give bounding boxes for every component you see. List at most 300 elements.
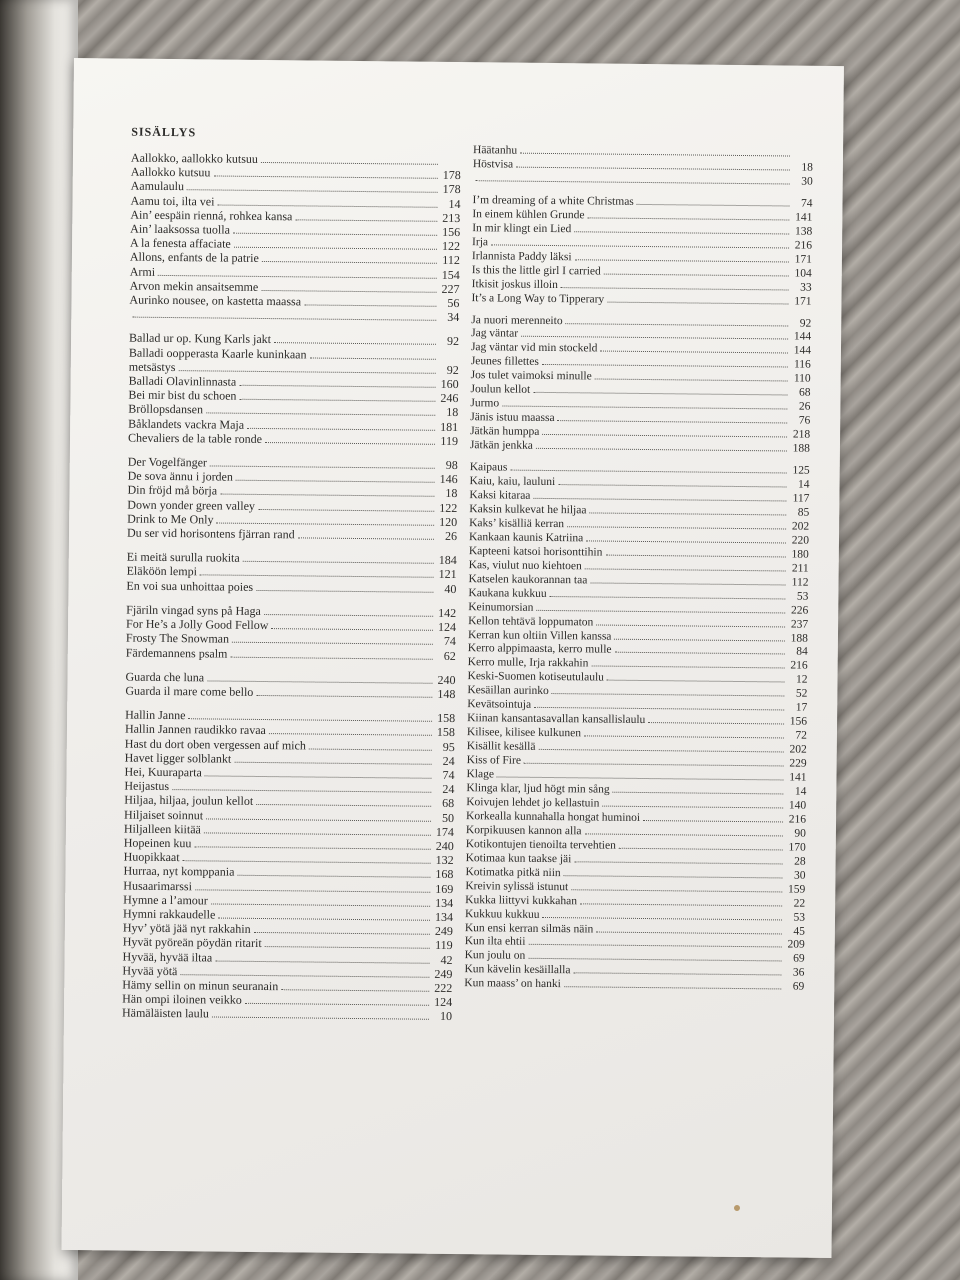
dot-leader [524,755,784,767]
entry-page-number: 148 [437,686,456,701]
entry-title: Kaks’ kisälliä kerran [469,517,565,531]
entry-page-number: 45 [793,925,805,938]
dot-leader [613,784,784,795]
entry-page-number: 134 [434,909,454,924]
entry-page-number: 246 [440,391,459,406]
entry-title: Huopikkaat [123,849,180,865]
dot-leader [591,658,784,669]
entry-page-number: 222 [434,980,453,995]
dot-leader [589,504,786,515]
dot-leader [536,601,785,613]
entry-page-number: 14 [794,785,807,798]
entry-title: For He’s a Jolly Good Fellow [126,616,269,633]
entry-page-number: 226 [790,604,809,617]
entry-title: Färdemannens psalm [125,645,228,661]
entry-page-number: 178 [442,168,461,183]
entry-title: Balladi Olavinlinnasta [128,373,237,389]
entry-page-number: 76 [798,414,811,427]
dot-leader [220,486,434,498]
entry-title: Jätkän humppa [470,425,540,439]
dot-leader [204,824,431,836]
entry-page-number: 17 [795,701,808,714]
entry-page-number: 56 [447,295,460,311]
dot-leader [536,440,787,452]
dot-leader [520,145,790,157]
entry-page-number: 53 [793,911,806,924]
entry-title: Kapteeni katsoi horisonttihin [468,544,603,559]
entry-title: Arvon mekin ansaitsemme [129,278,259,294]
entry-title: Kas, viulut nuo kiehtoen [468,558,582,573]
dot-leader [575,251,789,262]
dot-leader [245,995,429,1006]
entry-page-number: 144 [793,344,812,358]
dot-leader [298,529,434,540]
entry-page-number: 12 [795,673,808,687]
entry-title: Aurinko nousee, on kastetta maassa [129,292,302,309]
entry-page-number: 42 [440,952,453,967]
dot-leader [542,426,787,438]
dot-leader [234,753,431,764]
dot-leader [264,606,433,617]
entry-page-number: 240 [435,838,454,853]
dot-leader [178,362,435,374]
dot-leader [261,281,436,292]
entry-title: Din fröjd må börja [127,483,218,498]
entry-title: Eläköön lempi [126,564,198,579]
entry-page-number: 53 [796,590,809,603]
entry-page-number: 249 [434,923,453,939]
entry-page-number: 92 [799,317,812,330]
entry-title: Jurmo [470,397,500,410]
dot-leader [590,574,785,585]
entry-page-number: 158 [436,725,456,740]
dot-leader [180,966,429,978]
entry-page-number: 68 [442,796,455,811]
entry-title: Kun joulu on [464,949,526,963]
entry-title: Kaksin kulkevat he hiljaa [469,503,587,517]
dot-leader [265,938,430,949]
entry-page-number: 211 [791,562,809,575]
entry-page-number: 180 [791,548,809,561]
entry-page-number: 229 [789,757,807,770]
dot-leader [604,265,789,276]
entry-page-number: 144 [793,331,812,344]
entry-page-number: 174 [435,824,454,839]
dot-leader [476,172,790,184]
dot-leader [571,881,782,892]
entry-page-number: 220 [791,534,810,547]
entry-page-number: 18 [801,161,813,174]
entry-page-number: 14 [798,478,810,491]
entry-page-number: 216 [790,659,808,673]
entry-title: Jänis istuu maassa [470,411,555,425]
entry-page-number: 120 [439,514,458,529]
index-entry [122,1006,452,1024]
dot-leader [206,404,435,416]
entry-title: It’s a Long Way to Tipperary [471,291,605,306]
entry-title: Kerro alppimaasta, kerro mulle [467,642,612,657]
entry-page-number: 213 [442,210,461,225]
entry-title: Hei, Kuuraparta [124,764,202,780]
entry-title: Heijastus [124,778,170,794]
dot-leader [586,532,786,543]
entry-title: Kun ensi kerran silmäs näin [464,921,594,936]
dot-leader [538,741,783,753]
entry-title: En voi sua unhoittaa poies [126,578,254,594]
dot-leader [232,634,433,645]
entry-title: Klage [466,768,495,781]
entry-title: Hallin Janne [125,707,186,723]
entry-page-number: 33 [800,281,812,294]
entry-page-number: 140 [788,799,807,812]
dot-leader [213,167,437,179]
dot-leader [497,768,784,780]
entry-page-number: 134 [435,895,454,910]
entry-page-number: 68 [798,386,811,400]
entry-title: Balladi oopperasta Kaarle kuninkaan [128,345,307,362]
entry-title: Irja [472,235,489,249]
dot-leader [205,767,432,779]
entry-title: Höstvisa [472,158,514,171]
dot-leader [239,391,435,402]
dot-leader [607,293,788,304]
entry-page-number: 104 [794,267,812,280]
dot-leader [595,371,788,382]
entry-title: Kiinan kansantasavallan kansallislaulu [467,712,646,727]
entry-title: Hyv’ yötä jää nyt rakkahin [122,920,251,937]
entry-title: Klinga klar, ljud högt min sång [466,782,610,796]
entry-page-number: 116 [793,358,811,372]
entry-page-number: 188 [792,442,811,455]
entry-page-number: 156 [442,224,461,240]
entry-title: Allons, enfants de la patrie [129,250,259,266]
entry-page-number: 95 [442,739,455,754]
entry-title: Havet ligger solblankt [124,750,232,766]
dot-leader [542,908,782,920]
entry-page-number: 156 [789,715,808,728]
entry-title: Aallokko, aallokko kutsuu [130,150,259,166]
entry-title: Kukka liittyvi kukkahan [465,893,578,907]
dot-leader [211,895,430,907]
entry-title: Hyvät pyöreän pöydän ritarit [122,934,262,951]
entry-page-number: 69 [792,980,805,994]
entry-title: Chevaliers de la table ronde [127,430,263,446]
dot-leader [596,616,785,627]
entry-title: Hyvää yötä [122,963,178,978]
dot-leader [304,296,436,307]
entry-title: Frosty The Snowman [125,630,230,646]
entry-title: Kaksi kitaraa [469,489,531,502]
entry-page-number: 119 [435,938,453,953]
entry-page-number: 34 [447,310,460,325]
entry-title: Häätanhu [472,144,518,157]
entry-page-number: 170 [788,841,806,854]
entry-page-number: 159 [788,883,806,896]
entry-title: Hurraa, nyt komppania [123,863,235,880]
dot-leader [502,398,787,410]
dot-leader [564,978,782,989]
entry-page-number: 181 [440,419,459,434]
dot-leader [605,546,786,557]
entry-title: In mir klingt ein Lied [472,221,572,236]
entry-page-number: 74 [443,634,456,649]
dot-leader [550,588,786,600]
dot-leader [295,211,437,222]
dot-leader [188,710,432,722]
dot-leader [261,154,438,165]
entry-page-number: 90 [794,827,806,840]
dot-leader [564,867,783,878]
dot-leader [574,853,782,864]
entry-page-number: 112 [442,253,460,268]
entry-title: Hiljaiset soinnut [124,807,204,822]
dot-leader [212,1008,429,1020]
entry-title: Drink to Me Only [127,511,214,527]
entry-title: Is this the little girl I carried [471,263,601,278]
entry-title: Guarda il mare come bello [125,683,254,699]
page-stain-mark [734,1205,740,1211]
entry-title: Aamulaulu [130,179,185,194]
entry-page-number: 218 [792,428,811,441]
entry-title: Hämy sellin on minun seuranain [122,977,279,994]
entry-title: Katselen kaukorannan taa [468,572,588,587]
dot-leader [195,880,430,892]
entry-title: Ei meitä surulla ruokita [126,549,240,566]
entry-title: Korkealla kunnahalla hongat huminoi [466,810,641,824]
entry-page-number: 110 [793,372,811,386]
entry-title: Kun kävelin kesäillalla [464,963,571,977]
entry-page-number: 85 [797,506,810,519]
dot-leader [247,419,435,430]
entry-page-number: 124 [437,619,457,635]
entry-title: Jag väntar [471,327,519,341]
entry-page-number: 117 [792,492,810,505]
entry-title: I’m dreaming of a white Christmas [472,194,634,208]
entry-page-number: 122 [441,239,461,254]
entry-page-number: 28 [794,855,806,868]
entry-title: Korpikuusen kannon alla [465,823,582,838]
dot-leader [210,457,435,469]
dot-leader [207,672,432,684]
entry-title: Kankaan kaunis Katriina [468,530,584,545]
dot-leader [566,315,789,326]
entry-page-number: 169 [435,881,454,896]
entry-page-number: 142 [438,605,457,620]
entry-page-number: 209 [787,938,805,952]
dot-leader [183,852,431,864]
entry-page-number: 14 [448,196,461,211]
entry-page-number: 62 [443,648,456,663]
entry-title: Guarda che luna [125,669,205,685]
entry-title: Kiss of Fire [466,754,522,767]
dot-leader [132,308,436,321]
entry-title: Hän ompi iloinen veikko [122,991,242,1007]
entry-title: Bei mir bist du schoen [128,387,237,403]
entry-title: Du ser vid horisontens fjärran rand [126,525,295,542]
entry-page-number: 237 [790,618,809,631]
entry-title: Hiljalleen kiitää [123,821,201,837]
entry-page-number: 141 [789,771,807,784]
dot-leader [587,209,789,220]
entry-title: Ain’ laaksossa tuolla [130,221,231,237]
entry-title: Ain’ eespäin rienná, rohkea kansa [130,207,293,224]
entry-title: Hopeinen kuu [123,835,192,851]
dot-leader [243,553,434,564]
entry-title: Kotimaa kun taakse jäi [465,851,572,866]
entry-title: Keski-Suomen kotiseutulaulu [467,670,604,684]
entry-page-number: 216 [794,239,813,252]
dot-leader [558,476,786,487]
entry-title: Kreivin sylissä istunut [465,879,569,893]
entry-page-number: 146 [439,472,458,487]
entry-title: Keinumorsian [468,600,534,614]
entry-page-number: 92 [446,334,460,349]
entry-page-number: 72 [795,729,808,742]
entry-title: Kukkuu kukkuu [464,907,540,921]
dot-leader [262,253,437,264]
entry-title: Kerran kun oltiin Villen kanssa [467,628,612,643]
entry-page-number: 30 [793,869,806,882]
entry-title: Kun maass’ on hanki [464,977,561,991]
dot-leader [521,328,788,340]
dot-leader [580,895,782,906]
entry-page-number: 141 [795,211,813,224]
entry-title: A la fenesta affaciate [129,235,231,251]
entry-title: Kotimatka pitkä niin [465,865,561,879]
entry-title: Aamu toi, ilta vei [130,193,215,209]
dot-leader [230,648,432,660]
entry-page-number: 52 [795,687,808,701]
dot-leader [187,181,438,193]
dot-leader [528,936,781,948]
entry-title: Hast du dort oben vergessen auf mich [124,736,306,752]
dot-leader [619,839,783,850]
entry-title: Der Vogelfänger [127,454,208,470]
dot-leader [206,810,431,822]
dot-leader [239,376,435,387]
dot-leader [567,518,786,529]
entry-title: Hyvää, hyvää iltaa [122,949,213,965]
entry-title: Ja nuori merenneito [471,313,563,327]
entry-page-number: 22 [793,897,806,910]
entry-title: Hämäläisten laulu [121,1005,210,1021]
entry-title: Hymne a l’amour [123,892,208,908]
entry-page-number: 36 [792,966,805,980]
dot-leader [281,981,429,992]
entry-page-number: 202 [789,743,807,756]
dot-leader [256,581,433,592]
dot-leader [510,462,786,474]
entry-title: Kaukana kukkuu [468,586,547,600]
dot-leader [237,867,430,878]
entry-title: De sova ännu i jorden [127,468,234,484]
dot-leader [614,630,785,641]
dot-leader [274,334,436,345]
entry-page-number: 184 [438,553,457,568]
entry-page-number: 216 [788,813,807,826]
entry-title: Kilisee, kilisee kulkunen [466,726,582,740]
entry-title: Kevätsointuja [467,698,532,712]
entry-page-number: 154 [441,267,460,282]
entry-page-number: 84 [796,646,808,659]
dot-leader [194,838,430,850]
entry-page-number: 119 [440,433,459,448]
dot-leader [615,644,785,655]
dot-leader [533,384,787,396]
dot-leader [269,725,432,736]
entry-title: Hymni rakkaudelle [122,906,216,922]
entry-page-number: 168 [435,867,454,882]
entry-title: Joulun kellot [470,383,531,397]
entry-page-number: 98 [445,457,458,473]
entry-title: Kun ilta ehtii [464,935,526,949]
entry-page-number: 227 [441,281,460,296]
entry-page-number: 50 [441,810,455,825]
book-page [62,58,844,1258]
entry-page-number: 26 [798,400,811,413]
entry-page-number: 10 [439,1009,453,1024]
entry-page-number: 240 [437,672,456,687]
dot-leader [215,952,429,964]
dot-leader [158,266,437,278]
entry-page-number: 40 [444,581,457,596]
entry-page-number: 69 [793,953,805,966]
entry-page-number: 178 [442,182,461,197]
entry-page-number: 160 [440,376,459,392]
dot-leader [216,514,434,526]
dot-leader [542,356,788,368]
entry-page-number: 171 [794,253,812,266]
entry-title: Jos tulet vaimoksi minulle [470,369,592,383]
dot-leader [648,714,784,724]
entry-title: Down yonder green valley [127,497,256,513]
dot-leader [200,566,434,578]
dot-leader [271,620,433,631]
dot-leader [584,728,784,739]
dot-leader [533,490,786,502]
index-column-right [464,144,813,995]
entry-page-number: 249 [434,966,453,981]
dot-leader [258,500,434,511]
entry-title: Hallin Jannen raudikko ravaa [124,721,266,738]
dot-leader [218,909,430,921]
entry-title: Kerro mulle, Irja rakkahin [467,656,589,670]
entry-title: Husaarimarssi [123,878,193,893]
entry-page-number: 92 [446,362,459,377]
dot-leader [602,797,783,808]
dot-leader [528,950,781,962]
entry-page-number: 121 [438,567,457,582]
entry-title: Kellon tehtävä loppumaton [468,614,594,629]
dot-leader [256,796,431,807]
entry-page-number: 112 [791,576,809,589]
dot-leader [573,965,781,976]
entry-page-number: 122 [439,500,458,515]
entry-title: Jeunes fillettes [470,355,539,369]
dot-leader [585,825,783,836]
entry-title: Bröllopsdansen [128,402,204,417]
dot-leader [534,699,784,711]
dot-leader [265,433,435,444]
entry-title: In einem kühlen Grunde [472,208,585,222]
entry-page-number: 132 [435,852,454,868]
entry-page-number: 74 [800,197,813,210]
entry-title: Kaiu, kaiu, lauluni [469,475,556,489]
dot-leader [309,740,432,751]
entry-title: Kesäillan aurinko [467,684,549,698]
page-heading: SISÄLLYS [131,124,197,140]
dot-leader [643,812,783,823]
